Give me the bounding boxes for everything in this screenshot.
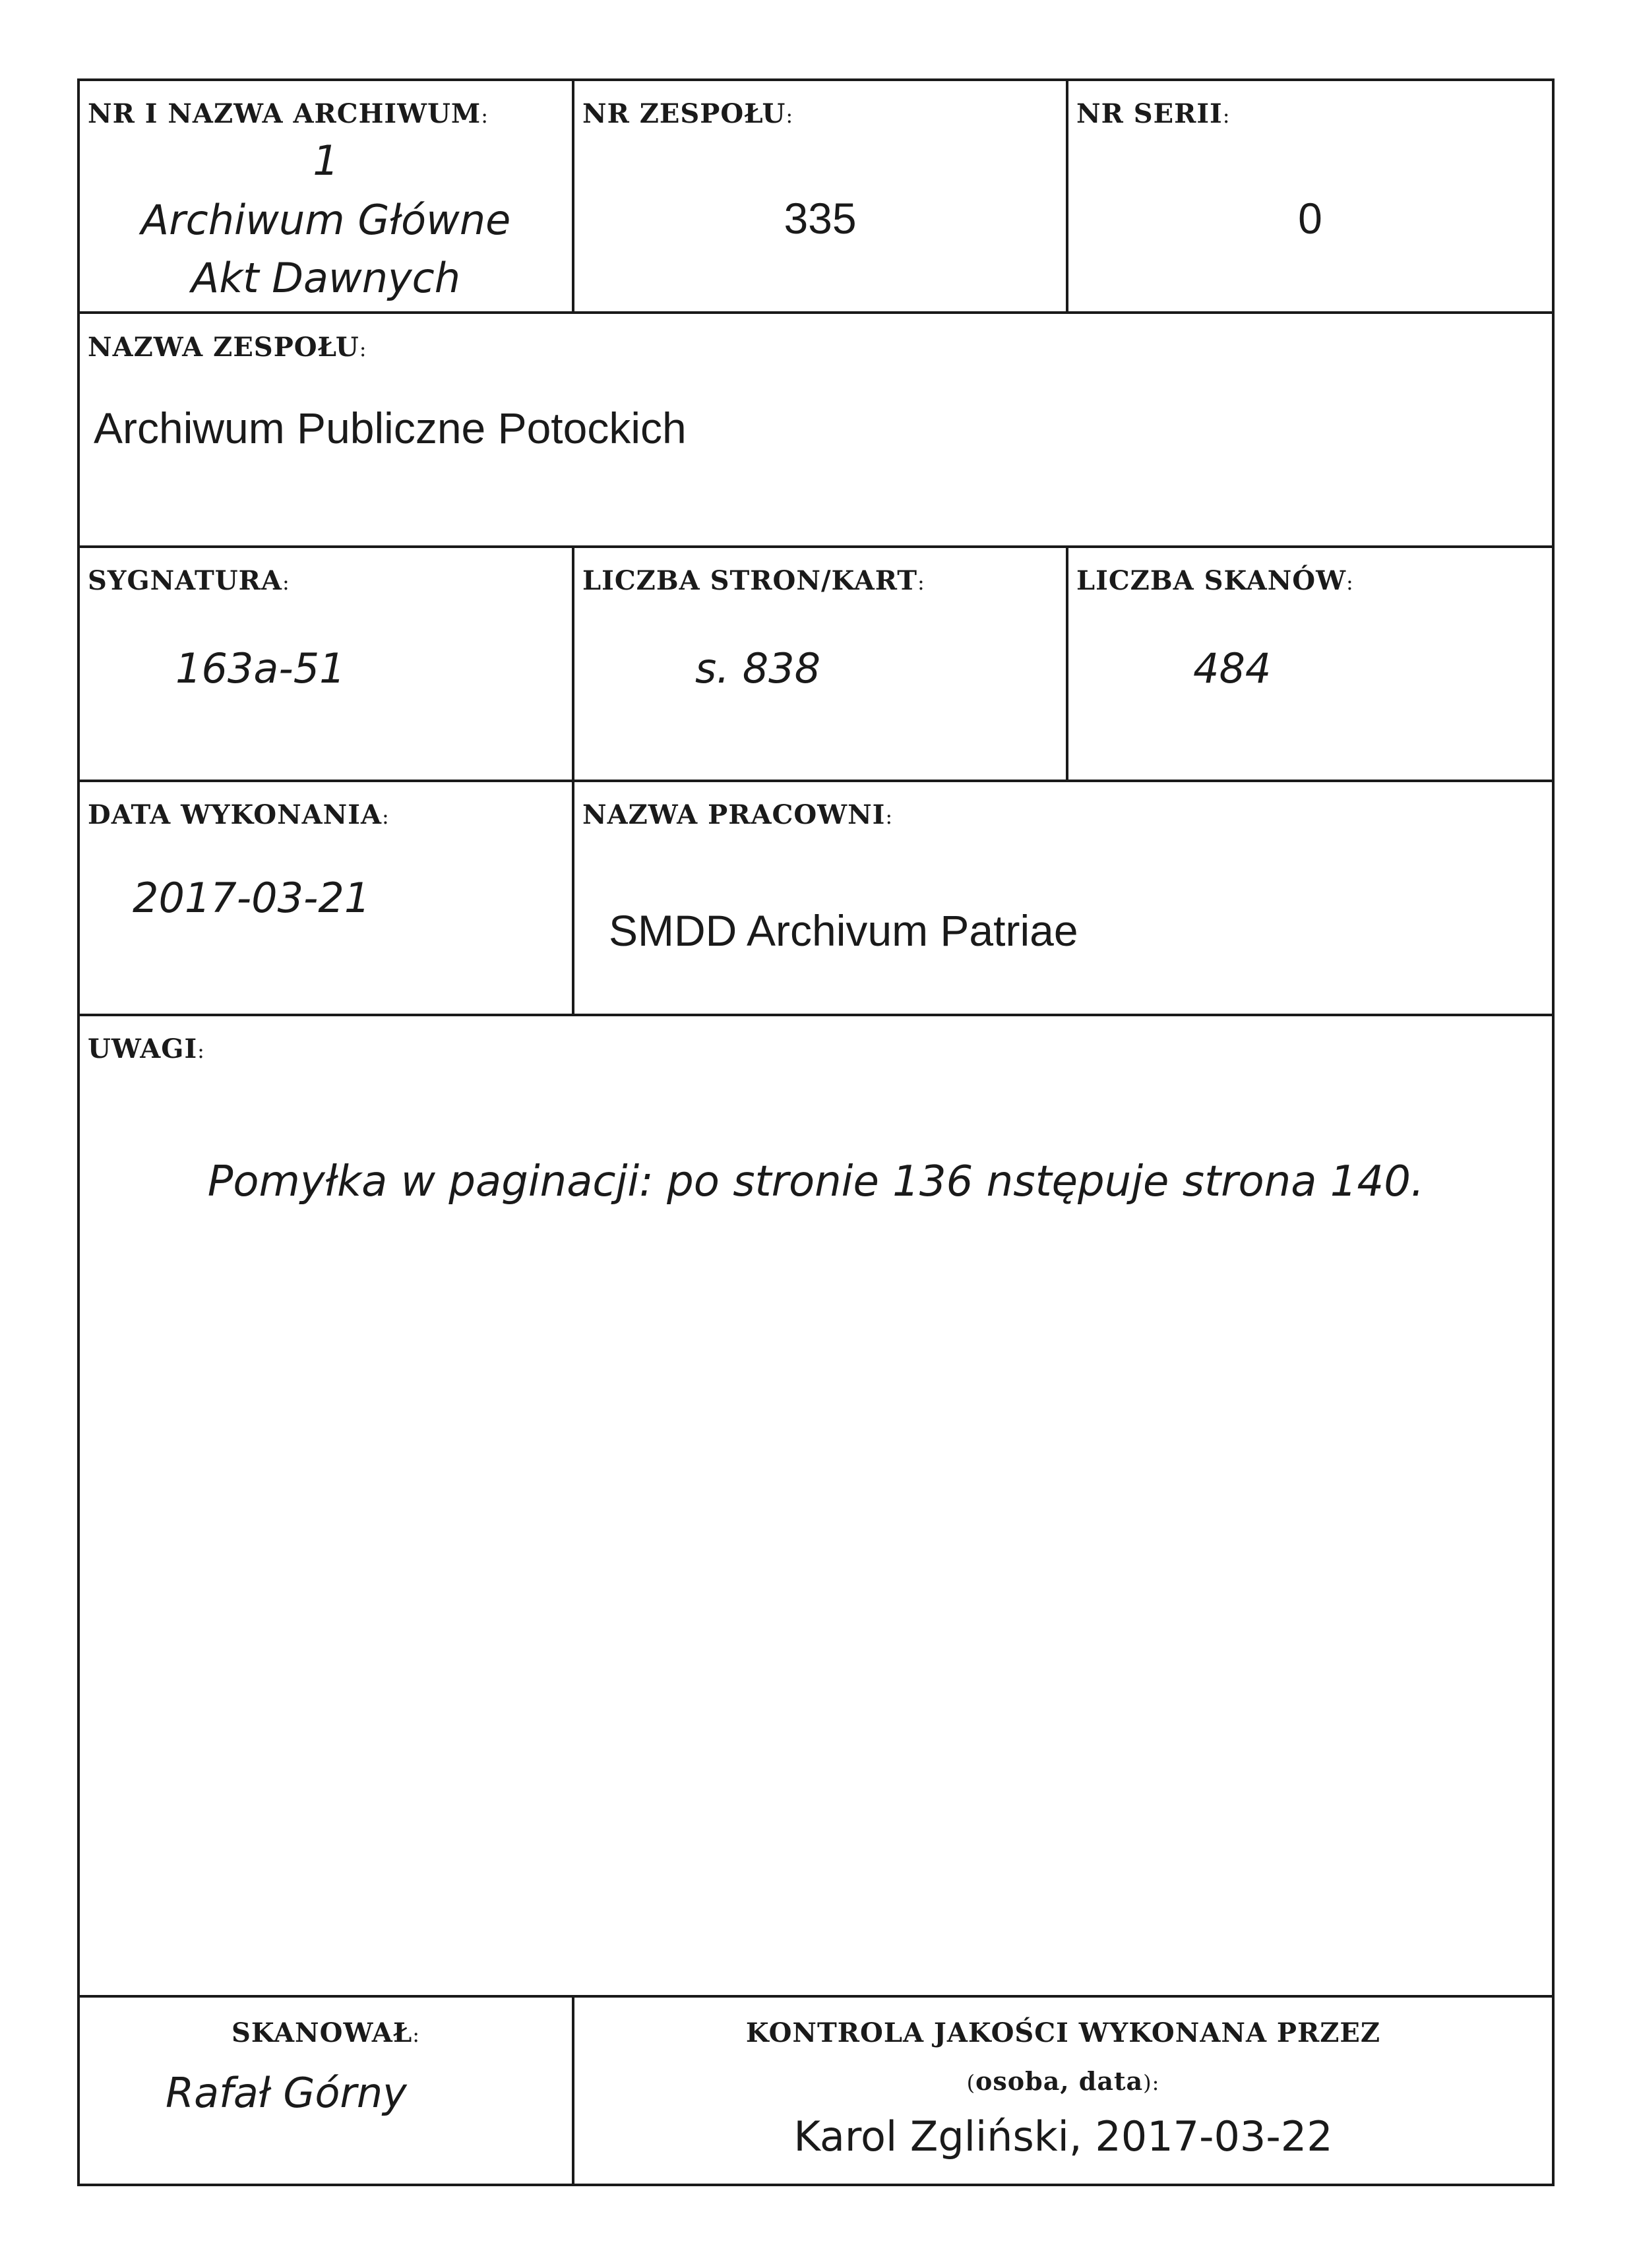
archive-name-line2: Akt Dawnych xyxy=(191,254,461,302)
colon: : xyxy=(481,103,489,128)
paren-close: ): xyxy=(1143,2070,1160,2095)
row-divider xyxy=(80,545,1552,548)
archive-name-line1: Archiwum Główne xyxy=(140,196,511,244)
column-divider xyxy=(572,780,574,1014)
colon: : xyxy=(359,336,367,361)
remarks-value: Pomyłka w paginacji: po stronie 136 nstępuje strona 140. xyxy=(207,1157,1425,1206)
signature-label xyxy=(88,565,290,596)
series-number-label xyxy=(1076,98,1231,129)
colon: : xyxy=(786,103,794,128)
signature-value: 163a-51 xyxy=(175,644,346,692)
column-divider xyxy=(1066,545,1068,780)
colon: : xyxy=(885,804,894,829)
series-number-label-text: NR SERII xyxy=(1076,98,1223,129)
colon: : xyxy=(412,2022,421,2047)
remarks-label-text: UWAGI xyxy=(88,1033,198,1064)
date-label-text: DATA WYKONANIA xyxy=(88,799,382,830)
date-value: 2017-03-21 xyxy=(133,874,371,922)
pages-label xyxy=(582,565,925,596)
fonds-number-value: 335 xyxy=(784,194,857,243)
pages-label-text: LICZBA STRON/KART xyxy=(582,565,918,596)
scanned-by-label xyxy=(80,2017,572,2048)
colon: : xyxy=(382,804,390,829)
scans-value: 484 xyxy=(1193,644,1272,692)
date-label xyxy=(88,799,390,830)
fonds-number-label xyxy=(582,98,793,129)
colon: : xyxy=(917,570,925,595)
signature-label-text: SYGNATURA xyxy=(88,565,282,596)
studio-label xyxy=(582,799,893,830)
pages-value: s. 838 xyxy=(695,644,821,692)
row-divider xyxy=(80,780,1552,782)
archive-label xyxy=(88,98,489,129)
paren-open: ( xyxy=(966,2070,976,2095)
studio-label-text: NAZWA PRACOWNI xyxy=(582,799,886,830)
metadata-form xyxy=(77,78,1555,2186)
fonds-name-label-text: NAZWA ZESPOŁU xyxy=(88,332,359,363)
row-divider xyxy=(80,1995,1552,1998)
row-divider xyxy=(80,1014,1552,1016)
fonds-name-label xyxy=(88,332,367,363)
fonds-name-value: Archiwum Publiczne Potockich xyxy=(94,404,687,452)
colon: : xyxy=(282,570,290,595)
scans-label xyxy=(1076,565,1354,596)
column-divider xyxy=(572,545,574,780)
archive-label-text: NR I NAZWA ARCHIWUM xyxy=(88,98,481,129)
colon: : xyxy=(1346,570,1354,595)
quality-control-sublabel xyxy=(574,2066,1552,2096)
archive-number: 1 xyxy=(313,137,339,185)
scanned-by-label-text: SKANOWAŁ xyxy=(231,2017,413,2048)
quality-control-label: KONTROLA JAKOŚCI WYKONANA PRZEZ xyxy=(745,2017,1381,2048)
colon: : xyxy=(1222,103,1231,128)
scans-label-text: LICZBA SKANÓW xyxy=(1076,565,1347,596)
studio-value: SMDD Archivum Patriae xyxy=(609,906,1078,955)
series-number-value: 0 xyxy=(1298,194,1322,243)
fonds-number-label-text: NR ZESPOŁU xyxy=(582,98,786,129)
quality-control-sublabel-text: osoba, data xyxy=(975,2066,1144,2096)
remarks-label xyxy=(88,1033,205,1064)
row-divider xyxy=(80,311,1552,314)
colon: : xyxy=(197,1038,205,1063)
quality-control-value: Karol Zgliński, 2017-03-22 xyxy=(793,2112,1333,2161)
scanned-by-value: Rafał Górny xyxy=(166,2069,407,2117)
